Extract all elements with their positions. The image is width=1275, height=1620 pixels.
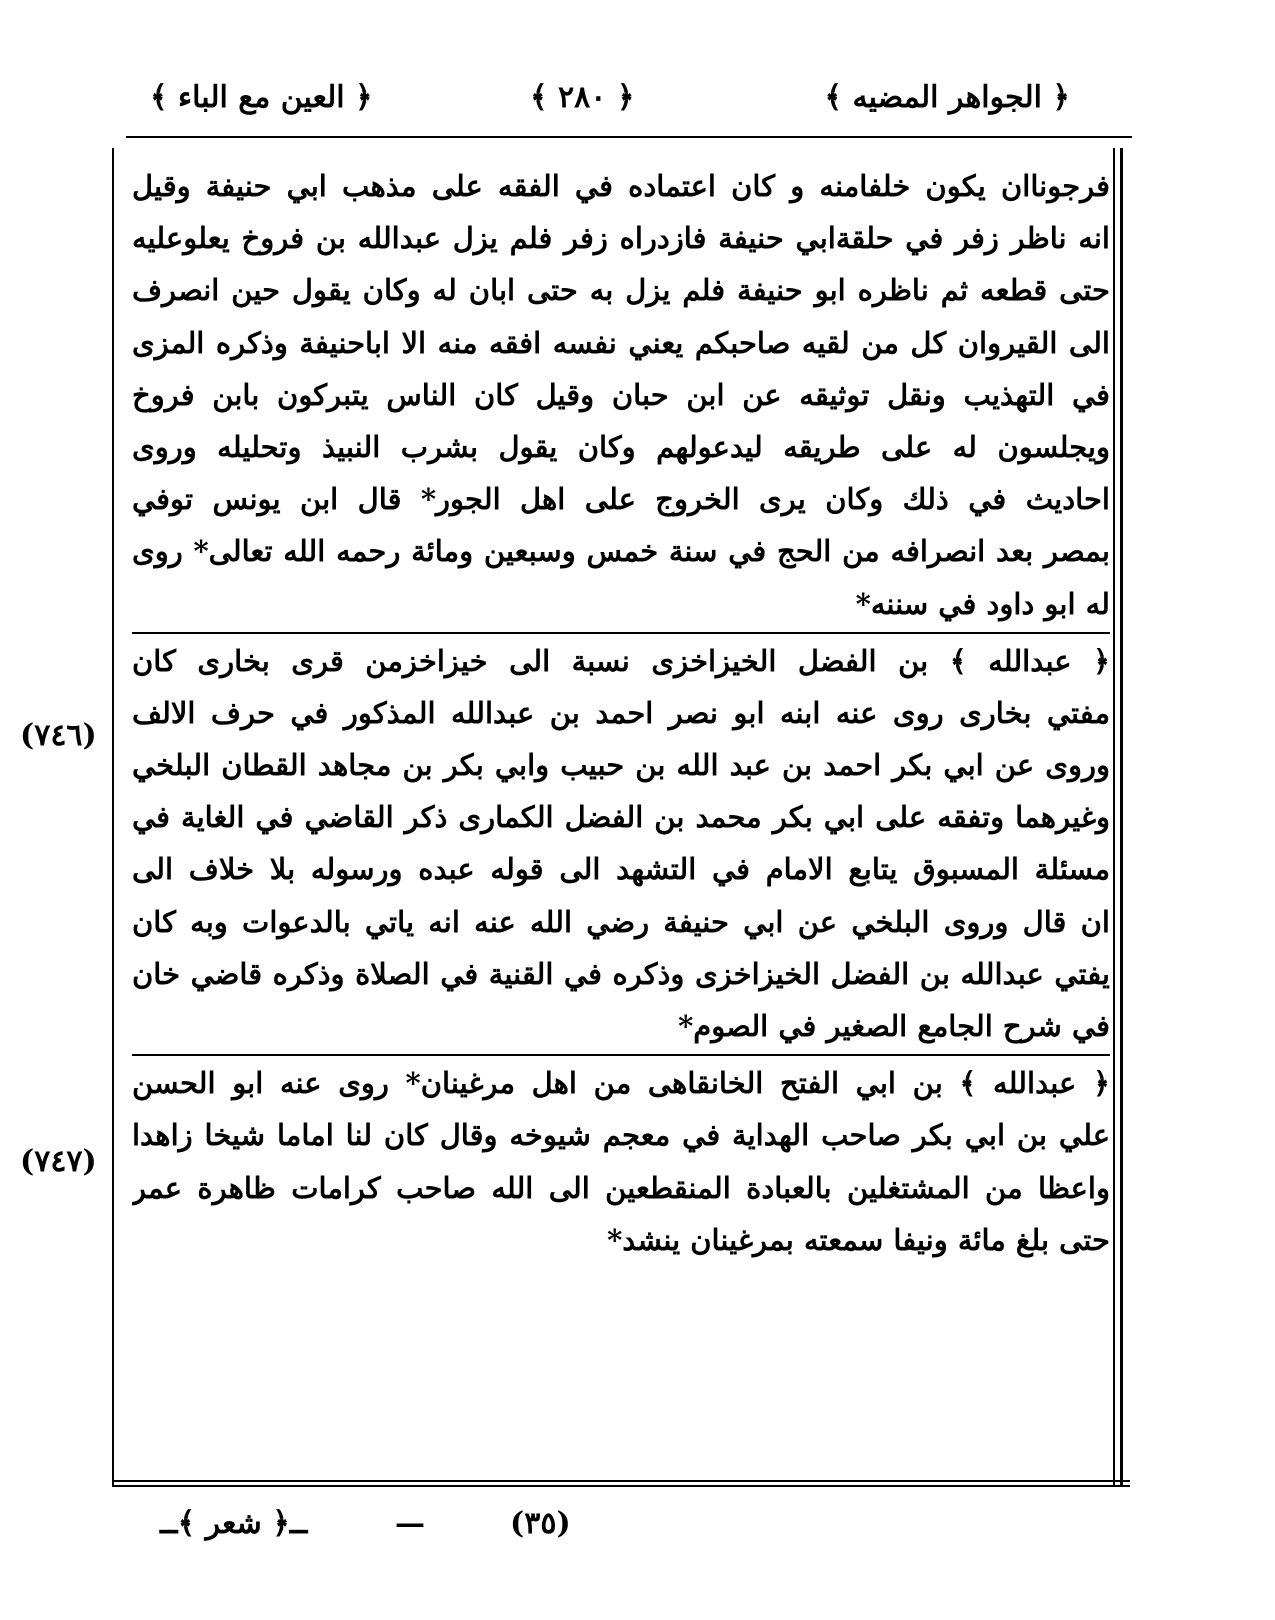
text-line: ويجلسون له على طريقه ليدعولهم وكان يقول بشرب النبيذ وتحليله وروى bbox=[132, 429, 1110, 464]
text-line: علي بن ابي بكر صاحب الهداية في معجم شيوخه وقال كان لنا اماما شيخا زاهدا bbox=[132, 1118, 1110, 1153]
entry-number-747: (٧٤٧) bbox=[20, 1144, 97, 1179]
book-title: ﴿ الجواهر المضيه ﴾ bbox=[824, 80, 1070, 115]
entry-divider bbox=[132, 1052, 1110, 1057]
frame-right-border-inner bbox=[1113, 148, 1115, 1486]
header-rule bbox=[126, 136, 1132, 138]
text-line: في التهذيب ونقل توثيقه عن ابن حبان وقيل كان الناس يتبركون بابن فروخ bbox=[132, 377, 1110, 412]
frame-bottom-rule-2 bbox=[112, 1485, 1130, 1487]
text-line: حتى بلغ مائة ونيفا سمعته بمرغينان ينشد* bbox=[607, 1222, 1110, 1257]
entry-divider bbox=[132, 630, 1110, 635]
frame-bottom-rule bbox=[112, 1480, 1130, 1482]
text-line: فرجوناان يكون خلفامنه و كان اعتماده في الفقه على مذهب ابي حنيفة وقيل bbox=[132, 169, 1110, 203]
text-line: يفتي عبدالله بن الفضل الخيزاخزى وذكره في القنية في الصلاة وذكره قاضي خان bbox=[132, 956, 1110, 991]
text-line: ان قال وروى البلخي عن ابي حنيفة رضي الله عنه انه ياتي بالدعوات وبه كان bbox=[132, 904, 1110, 939]
text-line: واعظا من المشتغلين بالعبادة المنقطعين الى الله صاحب كرامات ظاهرة عمر bbox=[132, 1170, 1110, 1205]
frame-right-border-outer bbox=[1120, 148, 1123, 1486]
entry-heading-line: ﴿ عبدالله ﴾ بن الفضل الخيزاخزى نسبة الى خيزاخزمن قرى بخارى كان bbox=[132, 643, 1110, 678]
frame-left-border bbox=[112, 148, 114, 1486]
running-header bbox=[150, 80, 1070, 132]
section-heading: ﴿ العين مع الباء ﴾ bbox=[150, 80, 373, 115]
footer-dash: — bbox=[395, 1506, 425, 1541]
text-line: انه ناظر زفر في حلقةابي حنيفة فازدراه زفر فلم يزل عبدالله بن فروخ يعلوعليه bbox=[132, 221, 1110, 256]
text-line: في شرح الجامع الصغير في الصوم* bbox=[678, 1009, 1110, 1043]
page-number: ﴿ ٢٨٠ ﴾ bbox=[530, 80, 635, 115]
footer-signature: ــ﴿ شعر ﴾ــ bbox=[160, 1506, 308, 1541]
entry-heading-line: ﴿ عبدالله ﴾ بن ابي الفتح الخانقاهى من اهل مرغينان* روى عنه ابو الحسن bbox=[132, 1066, 1110, 1101]
text-line: الى القيروان كل من لقيه صاحبكم يعني نفسه افقه منه الا اباحنيفة وذكره المزى bbox=[132, 325, 1110, 360]
text-line: مفتي بخارى روى عنه ابنه ابو نصر احمد بن عبدالله المذكور في حرف الالف bbox=[132, 695, 1110, 730]
text-line: وروى عن ابي بكر احمد بن عبد الله بن حبيب وابي بكر بن مجاهد القطان البلخي bbox=[132, 748, 1110, 783]
text-line: بمصر بعد انصرافه من الحج في سنة خمس وسبعين ومائة رحمه الله تعالى* روى bbox=[132, 534, 1110, 569]
text-line: احاديث في ذلك وكان يرى الخروج على اهل الجور* قال ابن يونس توفي bbox=[132, 482, 1110, 517]
text-line: حتى قطعه ثم ناظره ابو حنيفة فلم يزل به حتى ابان له وكان يقول حين انصرف bbox=[132, 273, 1110, 308]
entry-number-746: (٧٤٦) bbox=[20, 718, 97, 753]
sheet-number: (٣٥) bbox=[510, 1506, 571, 1541]
page-footer bbox=[150, 1506, 750, 1556]
text-line: مسئلة المسبوق يتابع الامام في التشهد الى قوله عبده ورسوله بلا خلاف الى bbox=[132, 852, 1110, 887]
text-line: وغيرهما وتفقه على ابي بكر محمد بن الفضل الكمارى ذكر القاضي في الغاية في bbox=[132, 800, 1110, 835]
page-body bbox=[132, 160, 1110, 1266]
text-line: له ابو داود في سننه* bbox=[855, 586, 1110, 621]
